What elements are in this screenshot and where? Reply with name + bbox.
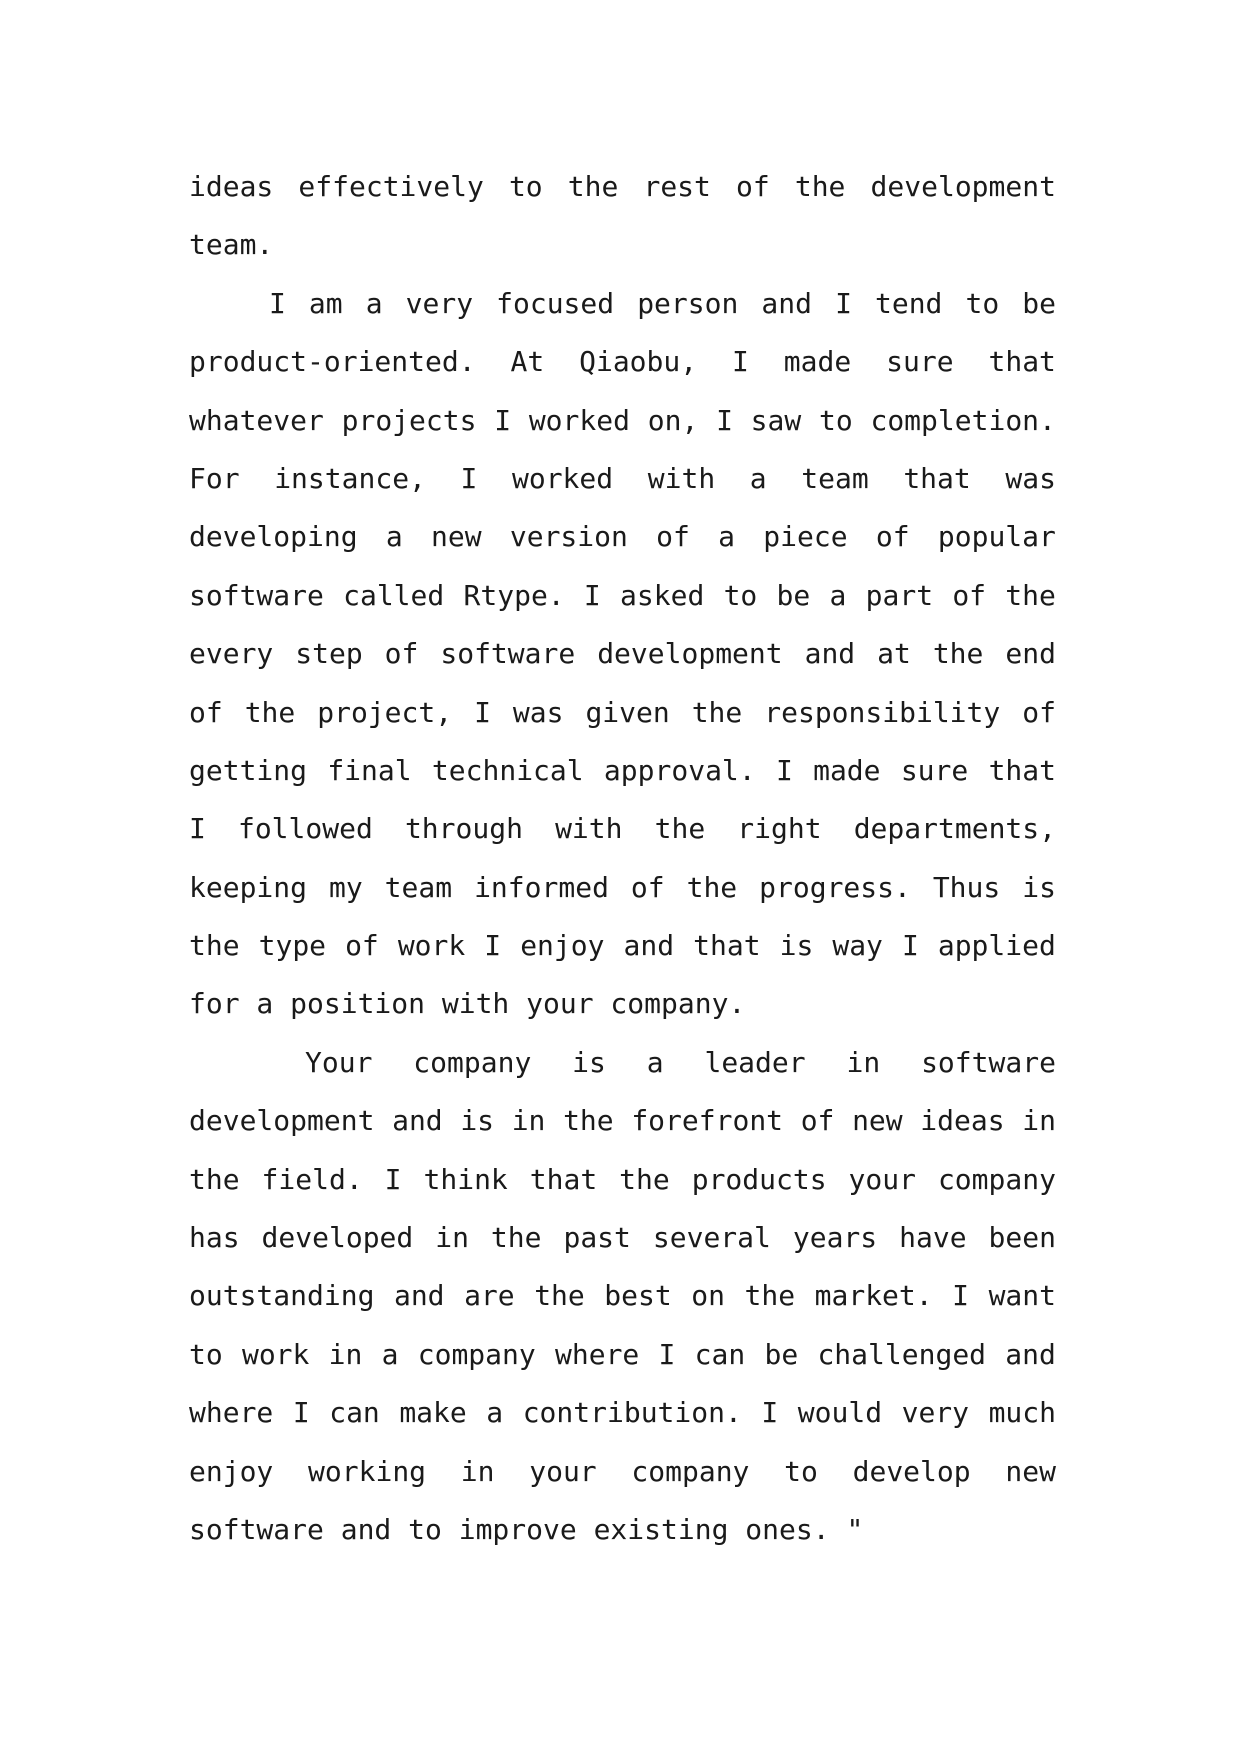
word: a bbox=[829, 578, 847, 612]
word: of bbox=[1022, 695, 1056, 729]
word: very bbox=[901, 1396, 970, 1430]
word: completion. bbox=[870, 403, 1056, 437]
word: where bbox=[189, 1396, 274, 1430]
word: part bbox=[865, 578, 934, 612]
word: through bbox=[404, 812, 523, 846]
word: new bbox=[431, 520, 482, 554]
word: on bbox=[691, 1279, 725, 1313]
text-line bbox=[189, 450, 1056, 508]
word: I bbox=[292, 1396, 310, 1430]
word: leader bbox=[704, 1045, 806, 1079]
word: I bbox=[716, 403, 733, 437]
text-line bbox=[189, 1092, 1056, 1150]
word: tend bbox=[874, 286, 943, 320]
word: I bbox=[732, 345, 749, 379]
word: in bbox=[435, 1221, 469, 1255]
text-line: software and to improve existing ones. " bbox=[189, 1512, 864, 1546]
word: of bbox=[384, 637, 419, 671]
text-line bbox=[189, 859, 1056, 917]
word: developing bbox=[189, 520, 358, 554]
word: working bbox=[308, 1454, 427, 1488]
word: the bbox=[189, 1162, 240, 1196]
word: much bbox=[988, 1396, 1056, 1430]
word: that bbox=[693, 929, 761, 963]
word: on, bbox=[647, 403, 699, 437]
word: the bbox=[794, 170, 846, 203]
word: whatever bbox=[189, 403, 324, 437]
word: sure bbox=[900, 753, 969, 787]
word: the bbox=[1005, 578, 1056, 612]
word: For bbox=[189, 461, 240, 495]
word: can bbox=[329, 1396, 380, 1430]
word: the bbox=[534, 1279, 585, 1313]
word: Qiaobu, bbox=[579, 345, 698, 379]
word: in bbox=[328, 1337, 363, 1371]
text-line bbox=[189, 1267, 1056, 1325]
word: Thus bbox=[932, 870, 1001, 904]
word: I bbox=[835, 286, 852, 320]
word: I bbox=[583, 578, 601, 612]
word: approval. bbox=[603, 753, 756, 787]
word: and bbox=[761, 286, 812, 320]
word: responsibility bbox=[764, 695, 1001, 729]
word: Rtype. bbox=[463, 578, 565, 612]
word: years bbox=[792, 1221, 878, 1255]
word: I bbox=[460, 461, 478, 495]
word: the bbox=[619, 1162, 670, 1196]
word: very bbox=[405, 286, 474, 320]
word: called bbox=[343, 578, 445, 612]
word: would bbox=[797, 1396, 883, 1430]
word: I bbox=[384, 1162, 402, 1196]
text-line bbox=[189, 508, 1056, 566]
word: a bbox=[381, 1337, 399, 1371]
word: step bbox=[295, 637, 363, 671]
word: contribution. bbox=[522, 1396, 742, 1430]
word: worked bbox=[528, 403, 630, 437]
word: the bbox=[563, 1104, 614, 1138]
word: of bbox=[800, 1104, 835, 1138]
word: software bbox=[189, 578, 324, 612]
word: I bbox=[189, 812, 206, 846]
word: piece bbox=[763, 520, 848, 554]
word: I bbox=[952, 1279, 970, 1313]
word: made bbox=[783, 345, 852, 379]
word: way bbox=[832, 929, 883, 963]
word: project, bbox=[317, 695, 453, 729]
word: your bbox=[529, 1454, 597, 1488]
word: your bbox=[848, 1162, 916, 1196]
word: I bbox=[269, 286, 286, 320]
word: forefront bbox=[631, 1104, 784, 1138]
text-line bbox=[189, 1443, 1056, 1501]
word: development bbox=[189, 1104, 375, 1138]
word: instance, bbox=[274, 461, 426, 495]
word: the bbox=[691, 695, 743, 729]
text-line bbox=[189, 800, 1056, 858]
text-line bbox=[189, 1326, 1056, 1384]
word: are bbox=[464, 1279, 515, 1313]
word: departments, bbox=[853, 812, 1056, 846]
word: the bbox=[490, 1221, 542, 1255]
word: of bbox=[656, 520, 690, 554]
word: products bbox=[691, 1162, 827, 1196]
word: I bbox=[484, 929, 502, 963]
word: enjoy bbox=[520, 929, 605, 963]
word: of bbox=[345, 929, 379, 963]
word: of bbox=[630, 870, 665, 904]
text-line bbox=[189, 1209, 1056, 1267]
word: ideas bbox=[189, 170, 274, 203]
word: to bbox=[189, 1337, 223, 1371]
word: ideas bbox=[920, 1104, 1005, 1138]
word: development bbox=[597, 637, 783, 671]
word: and bbox=[804, 637, 856, 671]
word: rest bbox=[643, 170, 711, 203]
word: focused bbox=[496, 286, 615, 320]
word: best bbox=[604, 1279, 672, 1313]
word: applied bbox=[937, 929, 1056, 963]
word: asked bbox=[620, 578, 705, 612]
word: development bbox=[870, 170, 1056, 203]
word: and bbox=[392, 1104, 443, 1138]
word: Your bbox=[305, 1045, 373, 1079]
word: the bbox=[686, 870, 738, 904]
word: product-oriented. bbox=[189, 345, 476, 379]
word: of bbox=[736, 170, 770, 203]
word: the bbox=[654, 812, 706, 846]
word: past bbox=[563, 1221, 631, 1255]
word: progress. bbox=[759, 870, 911, 904]
word: that bbox=[903, 461, 971, 495]
text-line bbox=[189, 158, 1056, 216]
word: a bbox=[385, 520, 403, 554]
document-body bbox=[189, 158, 1056, 1559]
word: market. bbox=[814, 1279, 933, 1313]
word: given bbox=[585, 695, 670, 729]
word: the bbox=[932, 637, 984, 671]
word: keeping bbox=[189, 870, 308, 904]
word: type bbox=[258, 929, 327, 963]
word: effectively bbox=[298, 170, 484, 203]
word: challenged bbox=[817, 1337, 987, 1371]
word: of bbox=[189, 695, 223, 729]
text-line bbox=[189, 333, 1056, 391]
word: team bbox=[384, 870, 453, 904]
word: team bbox=[801, 461, 869, 495]
word: develop bbox=[852, 1454, 971, 1488]
text-line bbox=[189, 567, 1056, 625]
word: projects bbox=[341, 403, 477, 437]
word: the bbox=[244, 695, 296, 729]
word: is bbox=[460, 1104, 495, 1138]
text-line bbox=[189, 275, 1056, 333]
word: in bbox=[846, 1045, 881, 1079]
text-line bbox=[189, 1151, 1056, 1209]
word: in bbox=[1022, 1104, 1056, 1138]
word: end bbox=[1005, 637, 1056, 671]
word: at bbox=[877, 637, 911, 671]
word: is bbox=[1022, 870, 1056, 904]
word: in bbox=[460, 1454, 495, 1488]
word: made bbox=[813, 753, 881, 787]
word: person bbox=[637, 286, 739, 320]
word: technical bbox=[431, 753, 584, 787]
word: informed bbox=[474, 870, 609, 904]
word: sure bbox=[886, 345, 954, 379]
word: enjoy bbox=[189, 1454, 274, 1488]
word: that bbox=[988, 345, 1056, 379]
text-line: for a position with your company. bbox=[189, 987, 746, 1021]
word: right bbox=[737, 812, 822, 846]
word: several bbox=[652, 1221, 771, 1255]
word: I bbox=[474, 695, 491, 729]
word: I bbox=[901, 929, 919, 963]
text-line bbox=[189, 742, 1056, 800]
word: is bbox=[572, 1045, 606, 1079]
word: to bbox=[508, 170, 543, 203]
word: be bbox=[776, 578, 811, 612]
word: to bbox=[819, 403, 853, 437]
word: every bbox=[189, 637, 274, 671]
text-line bbox=[189, 625, 1056, 683]
word: where bbox=[555, 1337, 640, 1371]
word: want bbox=[988, 1279, 1056, 1313]
text-line bbox=[189, 684, 1056, 742]
word: work bbox=[241, 1337, 310, 1371]
text-line bbox=[189, 392, 1056, 450]
word: to bbox=[965, 286, 1000, 320]
word: the bbox=[744, 1279, 796, 1313]
word: final bbox=[327, 753, 412, 787]
word: was bbox=[1005, 461, 1056, 495]
word: getting bbox=[189, 753, 308, 787]
text-line: team. bbox=[189, 228, 274, 262]
word: outstanding bbox=[189, 1279, 375, 1313]
word: company bbox=[413, 1045, 532, 1079]
word: of bbox=[952, 578, 987, 612]
word: developed bbox=[261, 1221, 414, 1255]
word: company bbox=[937, 1162, 1056, 1196]
word: software bbox=[921, 1045, 1056, 1079]
word: I bbox=[761, 1396, 779, 1430]
word: am bbox=[308, 286, 343, 320]
word: that bbox=[529, 1162, 598, 1196]
word: that bbox=[988, 753, 1056, 787]
word: with bbox=[555, 812, 623, 846]
word: of bbox=[875, 520, 910, 554]
word: version bbox=[509, 520, 628, 554]
word: the bbox=[567, 170, 619, 203]
word: popular bbox=[937, 520, 1056, 554]
word: worked bbox=[511, 461, 614, 495]
word: followed bbox=[237, 812, 373, 846]
word: a bbox=[486, 1396, 504, 1430]
word: software bbox=[440, 637, 576, 671]
word: a bbox=[718, 520, 736, 554]
word: was bbox=[512, 695, 564, 729]
word: can bbox=[694, 1337, 746, 1371]
word: to bbox=[723, 578, 758, 612]
word: a bbox=[749, 461, 767, 495]
word: been bbox=[988, 1221, 1056, 1255]
word: field. bbox=[261, 1162, 363, 1196]
word: think bbox=[423, 1162, 508, 1196]
word: I bbox=[658, 1337, 676, 1371]
word: company bbox=[631, 1454, 750, 1488]
word: I bbox=[494, 403, 512, 437]
word: to bbox=[784, 1454, 818, 1488]
word: has bbox=[189, 1221, 240, 1255]
text-line bbox=[189, 917, 1056, 975]
text-line bbox=[189, 1384, 1056, 1442]
word: and bbox=[1005, 1337, 1056, 1371]
word: with bbox=[647, 461, 716, 495]
word: and bbox=[623, 929, 675, 963]
word: new bbox=[852, 1104, 903, 1138]
word: be bbox=[764, 1337, 799, 1371]
word: is bbox=[779, 929, 814, 963]
word: make bbox=[399, 1396, 467, 1430]
word: saw bbox=[750, 403, 802, 437]
text-line bbox=[189, 1034, 1056, 1092]
word: have bbox=[899, 1221, 967, 1255]
word: my bbox=[328, 870, 363, 904]
word: new bbox=[1005, 1454, 1056, 1488]
word: a bbox=[365, 286, 383, 320]
word: and bbox=[393, 1279, 445, 1313]
word: a bbox=[646, 1045, 664, 1079]
word: in bbox=[511, 1104, 546, 1138]
word: work bbox=[397, 929, 466, 963]
word: company bbox=[417, 1337, 536, 1371]
word: the bbox=[189, 929, 240, 963]
word: be bbox=[1022, 286, 1056, 320]
word: At bbox=[510, 345, 545, 379]
word: I bbox=[775, 753, 793, 787]
